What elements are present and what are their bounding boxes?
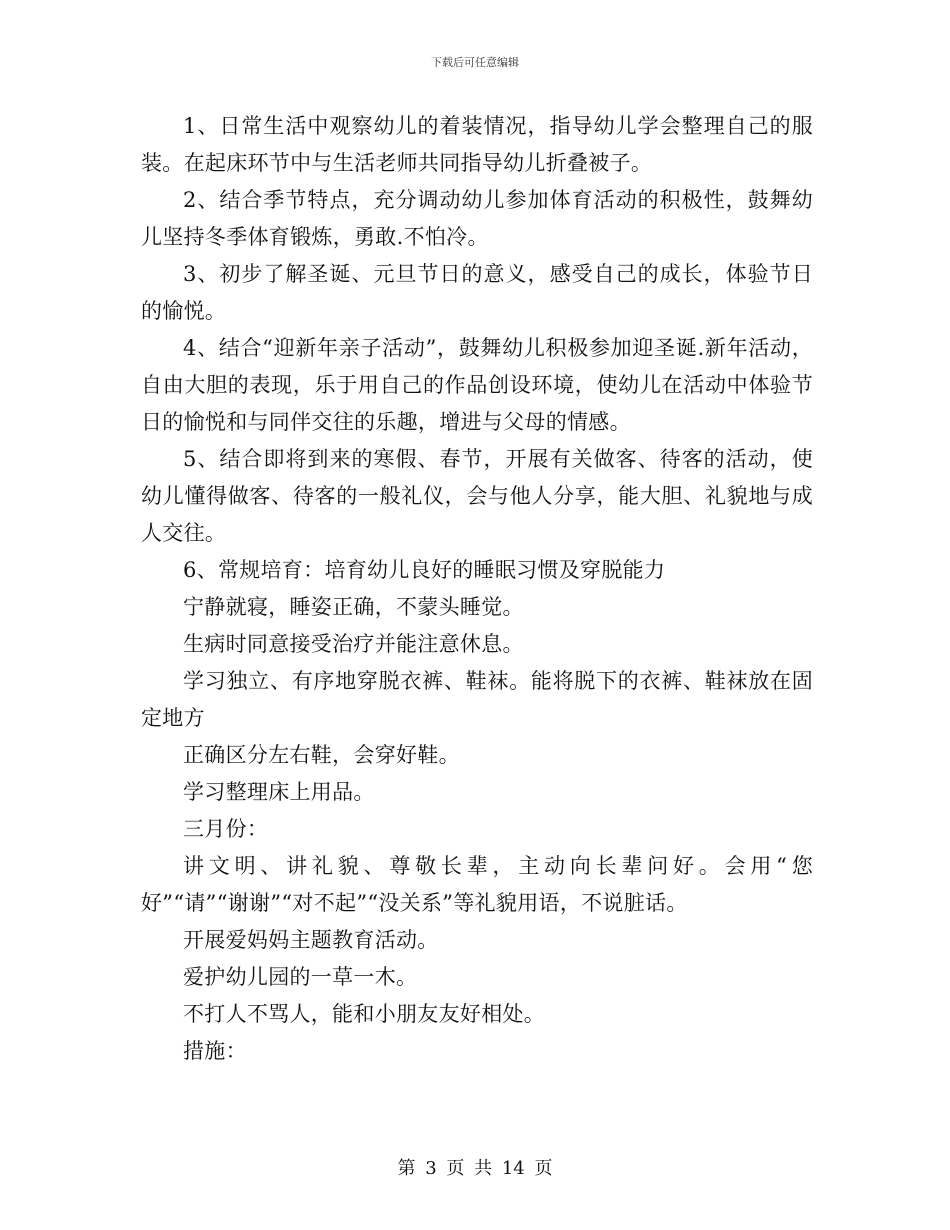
paragraph-6: 6、常规培育：培育幼儿良好的睡眠习惯及穿脱能力 (183, 558, 666, 582)
paragraph-13: 讲文明、讲礼貌、尊敬长辈，主动向长辈问好。会用“您好”“请”“谢谢”“对不起”“没关系”等礼貌用语，不说脏话。 (141, 854, 813, 915)
paragraph-11: 学习整理床上用品。 (183, 780, 375, 804)
page-header: 下载后可任意编辑 (431, 56, 519, 69)
page-footer: 第 3 页 共 14 页 (397, 1158, 553, 1179)
paragraph-14: 开展爱妈妈主题教育活动。 (183, 928, 439, 952)
document-body (141, 108, 813, 1070)
paragraph-10: 正确区分左右鞋，会穿好鞋。 (183, 743, 460, 767)
paragraph-1: 1、日常生活中观察幼儿的着装情况，指导幼儿学会整理自己的服装。在起床环节中与生活老师共同指导幼儿折叠被子。 (141, 114, 813, 175)
paragraph-4: 4、结合“迎新年亲子活动”，鼓舞幼儿积极参加迎圣诞.新年活动，自由大胆的表现，乐于用自己的作品创设环境，使幼儿在活动中体验节日的愉悦和与同伴交往的乐趣，增进与父母的情感。 (141, 336, 813, 434)
paragraph-15: 爱护幼儿园的一草一木。 (183, 965, 418, 989)
paragraph-7: 宁静就寝，睡姿正确，不蒙头睡觉。 (183, 595, 524, 619)
paragraph-9: 学习独立、有序地穿脱衣裤、鞋袜。能将脱下的衣裤、鞋袜放在固定地方 (141, 669, 813, 730)
paragraph-2: 2、结合季节特点，充分调动幼儿参加体育活动的积极性，鼓舞幼儿坚持冬季体育锻炼，勇敢.不怕冷。 (141, 188, 813, 249)
paragraph-3: 3、初步了解圣诞、元旦节日的意义，感受自己的成长，体验节日的愉悦。 (141, 262, 813, 323)
paragraph-17: 措施： (183, 1039, 247, 1063)
paragraph-8: 生病时同意接受治疗并能注意休息。 (183, 632, 524, 656)
paragraph-12: 三月份： (183, 817, 269, 841)
paragraph-5: 5、结合即将到来的寒假、春节，开展有关做客、待客的活动，使幼儿懂得做客、待客的一般礼仪，会与他人分享，能大胆、礼貌地与成人交往。 (141, 447, 813, 545)
paragraph-16: 不打人不骂人，能和小朋友友好相处。 (183, 1002, 546, 1026)
